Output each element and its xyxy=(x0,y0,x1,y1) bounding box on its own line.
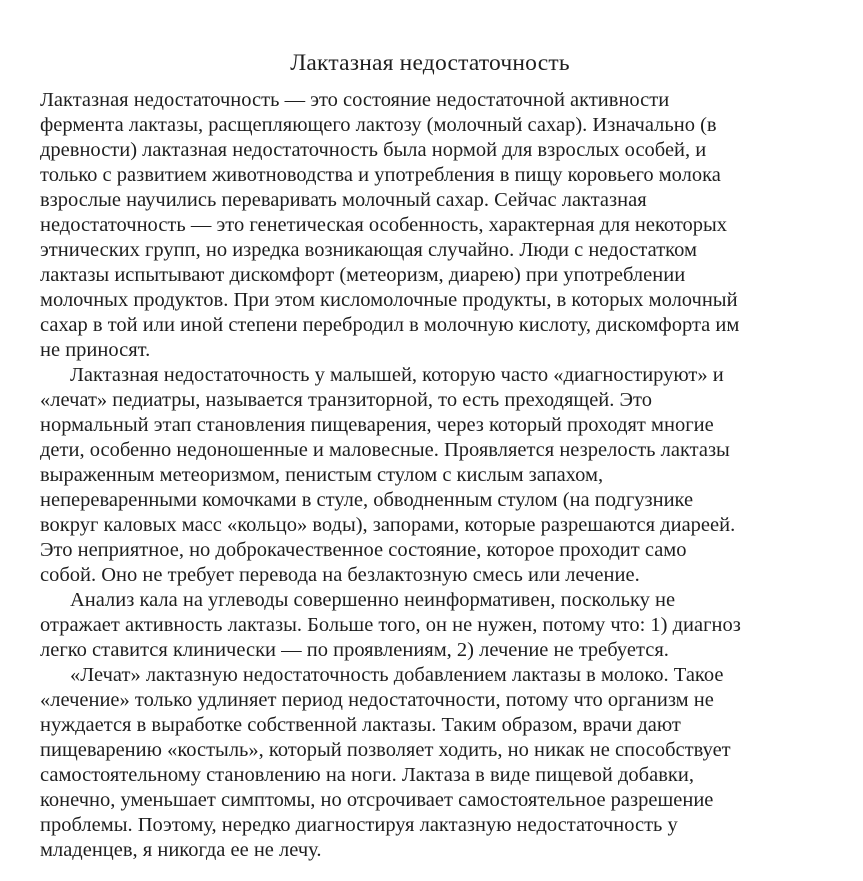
text-line: лактазы испытывают дискомфорт (метеоризм, диарею) при употреблении xyxy=(40,264,686,286)
text-line: самостоятельному становлению на ноги. Лактаза в виде пищевой добавки, xyxy=(40,764,694,786)
text-line: не приносят. xyxy=(40,339,151,361)
text-line: пищеварению «костыль», который позволяет ходить, но никак не способствует xyxy=(40,739,731,761)
text-line: недостаточность — это генетическая особенность, характерная для некоторых xyxy=(40,214,728,236)
text-line: младенцев, я никогда ее не лечу. xyxy=(40,839,322,861)
text-line: этнических групп, но изредка возникающая случайно. Люди с недостатком xyxy=(40,239,697,261)
text-line: собой. Оно не требует перевода на безлактозную смесь или лечение. xyxy=(40,564,640,586)
text-line: Лактазная недостаточность у малышей, которую часто «диагностируют» и xyxy=(70,364,724,386)
text-line: только с развитием животноводства и употребления в пищу коровьего молока xyxy=(40,164,721,186)
text-line: легко ставится клинически — по проявлениям, 2) лечение не требуется. xyxy=(40,639,669,661)
text-line: проблемы. Поэтому, нередко диагностируя лактазную недостаточность у xyxy=(40,814,678,836)
text-line: Лактазная недостаточность — это состояние недостаточной активности xyxy=(40,89,670,111)
paragraph-1 xyxy=(40,88,820,363)
document-title: Лактазная недостаточность xyxy=(290,50,570,76)
text-line: Анализ кала на углеводы совершенно неинформативен, поскольку не xyxy=(70,589,676,611)
text-line: взрослые научились переваривать молочный сахар. Сейчас лактазная xyxy=(40,189,647,211)
text-line: конечно, уменьшает симптомы, но отсрочивает самостоятельное разрешение xyxy=(40,789,714,811)
text-line: «Лечат» лактазную недостаточность добавлением лактазы в молоко. Такое xyxy=(70,664,724,686)
paragraph-2 xyxy=(40,363,820,588)
text-line: нуждается в выработке собственной лактазы. Таким образом, врачи дают xyxy=(40,714,681,736)
text-line: нормальный этап становления пищеварения, через который проходят многие xyxy=(40,414,714,436)
text-line: вокруг каловых масс «кольцо» воды), запорами, которые разрешаются диареей. xyxy=(40,514,736,536)
text-line: молочных продуктов. При этом кисломолочные продукты, в которых молочный xyxy=(40,289,738,311)
text-line: Это неприятное, но доброкачественное состояние, которое проходит само xyxy=(40,539,687,561)
text-line: выраженным метеоризмом, пенистым стулом с кислым запахом, xyxy=(40,464,604,486)
text-line: непереваренными комочками в стуле, обводненным стулом (на подгузнике xyxy=(40,489,694,511)
text-line: древности) лактазная недостаточность была нормой для взрослых особей, и xyxy=(40,139,707,161)
paragraph-4 xyxy=(40,663,820,863)
text-line: сахар в той или иной степени перебродил в молочную кислоту, дискомфорта им xyxy=(40,314,740,336)
text-line: дети, особенно недоношенные и маловесные. Проявляется незрелость лактазы xyxy=(40,439,730,461)
text-line: «лечение» только удлиняет период недостаточности, потому что организм не xyxy=(40,689,714,711)
text-line: «лечат» педиатры, называется транзиторной, то есть преходящей. Это xyxy=(40,389,652,411)
text-line: отражает активность лактазы. Больше того, он не нужен, потому что: 1) диагноз xyxy=(40,614,741,636)
text-line: фермента лактазы, расщепляющего лактозу (молочный сахар). Изначально (в xyxy=(40,114,717,136)
paragraph-3 xyxy=(40,588,820,663)
document-body xyxy=(40,88,820,863)
